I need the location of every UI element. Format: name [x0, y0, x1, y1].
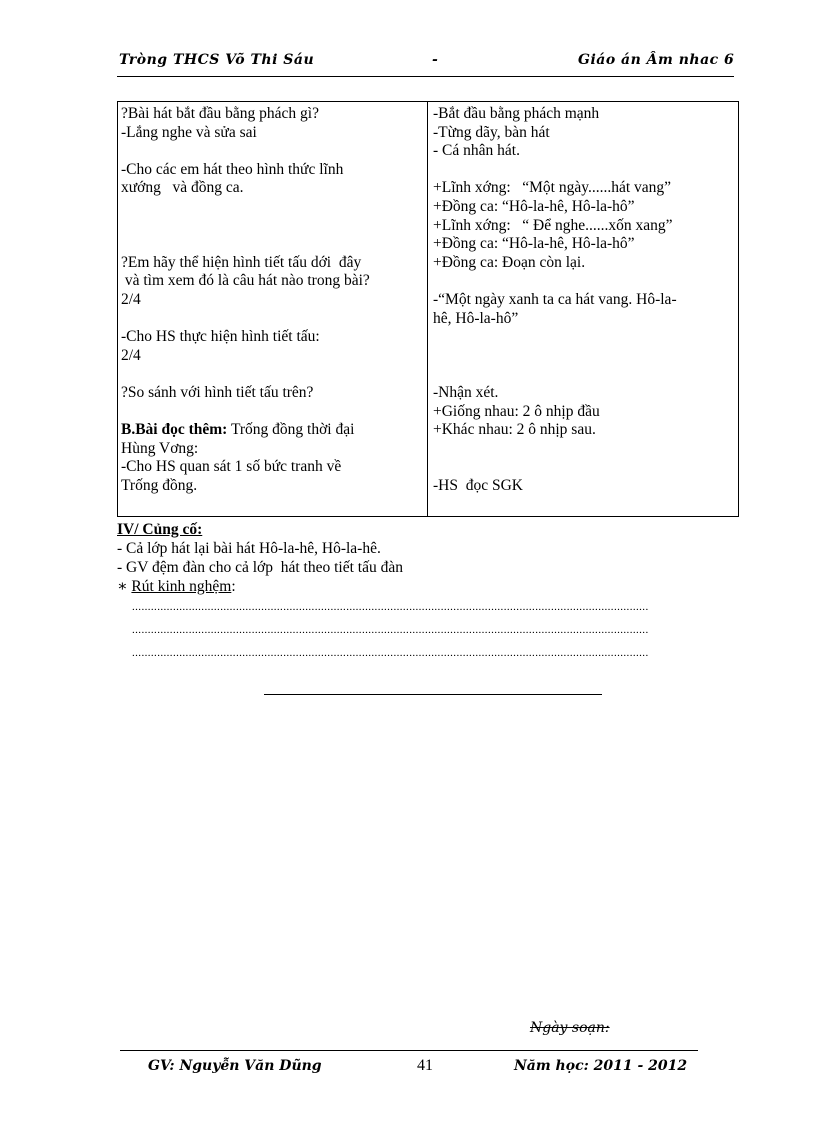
experience-label-row — [117, 577, 403, 596]
teacher-activity-line: -Lắng nghe và sửa sai — [121, 123, 257, 141]
teacher-activity-line: -Cho HS thực hiện hình tiết tấu: — [121, 328, 320, 346]
student-activity-line: -Bắt đầu bằng phách mạnh — [433, 105, 600, 122]
teacher-activity-line: 2/4 — [121, 346, 141, 364]
experience-bullet: ∗ — [117, 578, 132, 595]
student-activity-line: -“Một ngày xanh ta ca hát vang. Hô-la- — [433, 290, 677, 308]
section-b-heading: B.Bài đọc thêm: — [121, 421, 228, 439]
section-b-line: -Cho HS quan sát 1 số bức tranh về — [121, 458, 342, 476]
student-activity-line — [433, 328, 738, 347]
footer-year: Năm học: 2011 - 2012 — [514, 1058, 688, 1074]
consolidation-line: - Cả lớp hát lại bài hát Hô-la-hê, Hô-la-hê. — [117, 540, 381, 557]
teacher-activity-line: ?Bài hát bắt đầu bằng phách gì? — [121, 105, 319, 122]
teacher-activity-line — [121, 198, 427, 217]
header-subject: Giáo án Âm nhac 6 — [578, 52, 735, 68]
footer-teacher: GV: Nguyễn Văn Dũng — [148, 1058, 322, 1074]
student-activity-line — [433, 365, 738, 384]
teacher-activity-line — [121, 235, 427, 254]
teacher-activity-line: ?So sánh với hình tiết tấu trên? — [121, 383, 314, 401]
teacher-activity-line — [121, 365, 427, 384]
student-activity-line — [433, 458, 738, 477]
student-activity-line: -HS đọc SGK — [433, 476, 523, 494]
footer-page-number: 41 — [417, 1057, 433, 1074]
dotted-line: .................................................................................................................................................................... — [132, 647, 649, 659]
student-activity-line — [433, 347, 738, 366]
section-b-title — [121, 421, 427, 440]
section-b-line: Trống đồng. — [121, 476, 198, 494]
student-activity-line — [433, 440, 738, 459]
lesson-end-rule — [264, 694, 602, 695]
teacher-activity-line — [121, 142, 427, 161]
header-rule — [117, 76, 734, 77]
student-activity-line: - Cá nhân hát. — [433, 142, 520, 160]
student-activity-column — [428, 102, 739, 517]
dotted-line: .................................................................................................................................................................... — [132, 601, 649, 613]
teacher-activity-line: 2/4 — [121, 290, 141, 308]
dotted-line: .................................................................................................................................................................... — [132, 624, 649, 636]
student-activity-line — [433, 161, 738, 180]
header-school: Tròng THCS Võ Thi Sáu — [119, 52, 315, 68]
lesson-table — [117, 101, 739, 517]
experience-label: Rút kinh nghệm — [131, 578, 232, 595]
header-separator: - — [432, 52, 439, 68]
student-activity-line: -Nhận xét. — [433, 383, 499, 401]
teacher-activity-line: -Cho các em hát theo hình thức lĩnh — [121, 160, 344, 178]
student-activity-line: +Lĩnh xớng: “ Để nghe......xốn xang” — [433, 216, 673, 234]
student-activity-line: +Đồng ca: “Hô-la-hê, Hô-la-hô” — [433, 235, 635, 253]
student-activity-line: -Từng dãy, bàn hát — [433, 123, 550, 141]
teacher-activity-line — [121, 217, 427, 236]
consolidation-line: - GV đệm đàn cho cả lớp hát theo tiết tấu đàn — [117, 559, 403, 576]
student-activity-line: +Đồng ca: Đoạn còn lại. — [433, 253, 586, 271]
student-activity-line: +Đồng ca: “Hô-la-hê, Hô-la-hô” — [433, 197, 635, 215]
section-b-lines — [121, 440, 427, 496]
student-activity-lines — [433, 105, 738, 495]
teacher-activity-line: xướng và đồng ca. — [121, 179, 244, 197]
teacher-activity-column — [118, 102, 428, 517]
teacher-activity-line — [121, 310, 427, 329]
next-date-label: Ngày soạn: — [530, 1020, 610, 1036]
experience-colon: : — [231, 578, 236, 595]
consolidation-section — [117, 520, 403, 596]
student-activity-line — [433, 272, 738, 291]
student-activity-line: +Giống nhau: 2 ô nhịp đầu — [433, 402, 600, 420]
student-activity-line: hê, Hô-la-hô” — [433, 309, 519, 327]
section-b-heading-rest: Trống đồng thời đại — [227, 421, 355, 439]
consolidation-heading: IV/ Củng cố: — [117, 521, 203, 538]
teacher-activity-line — [121, 403, 427, 422]
section-b-line: Hùng Vơng: — [121, 439, 199, 457]
student-activity-line: +Khác nhau: 2 ô nhịp sau. — [433, 421, 596, 439]
student-activity-line: +Lĩnh xớng: “Một ngày......hát vang” — [433, 179, 672, 197]
footer-rule — [120, 1050, 698, 1051]
teacher-activity-line: ?Em hãy thể hiện hình tiết tấu dới đây — [121, 253, 362, 271]
teacher-activity-lines — [121, 105, 427, 421]
teacher-activity-line: và tìm xem đó là câu hát nào trong bài? — [121, 272, 370, 290]
